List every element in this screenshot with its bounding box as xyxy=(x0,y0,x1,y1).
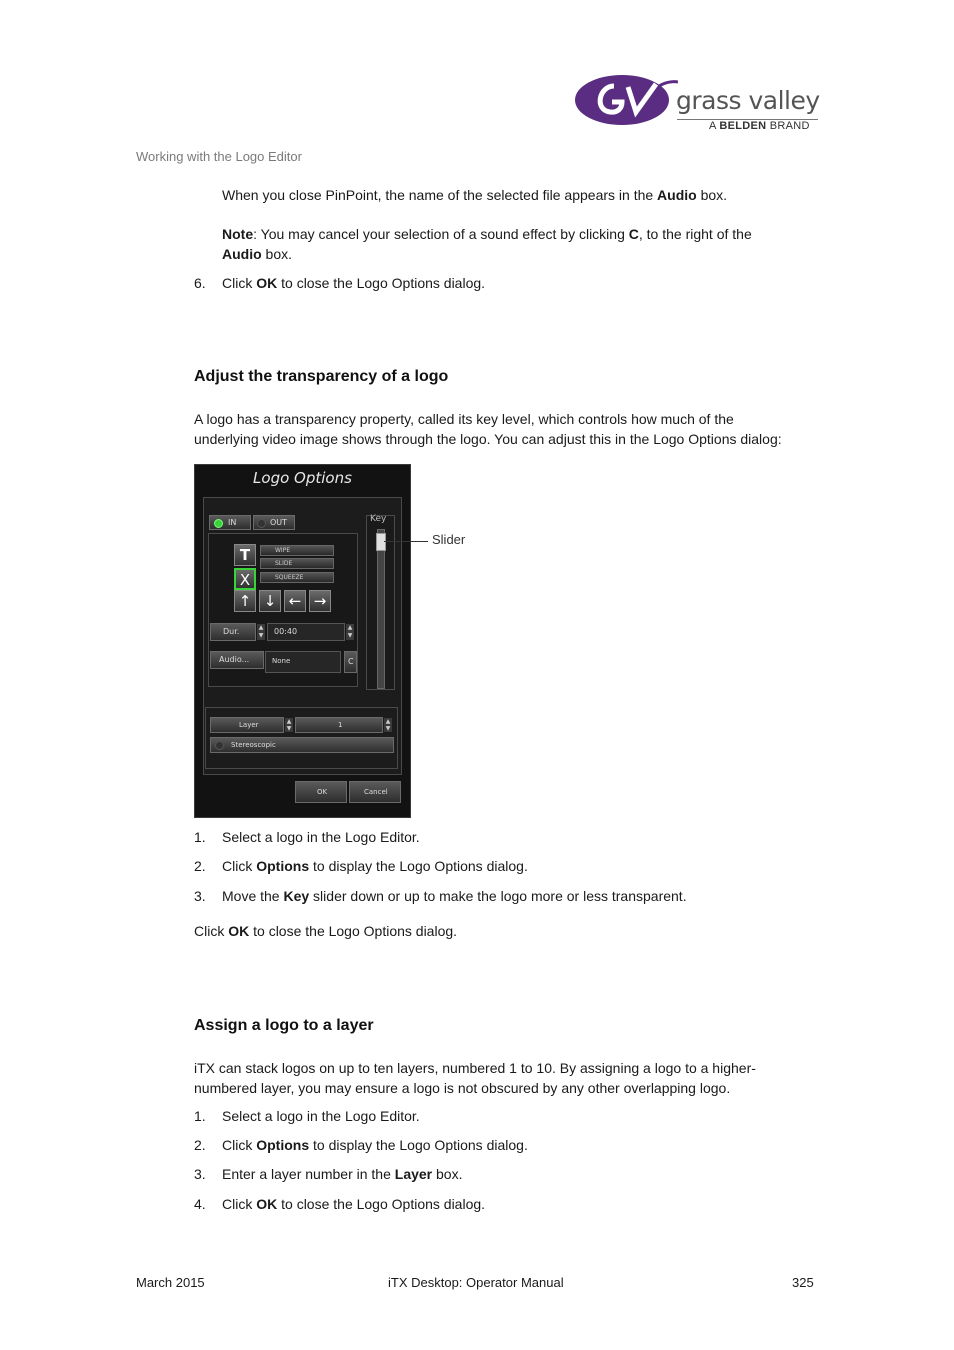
duration-input[interactable]: 00:40 xyxy=(267,623,345,641)
key-label: Key xyxy=(370,514,387,524)
key-slider-track[interactable] xyxy=(377,529,385,689)
out-button[interactable]: OUT xyxy=(253,515,295,530)
arrow-down-icon[interactable]: ↓ xyxy=(259,590,281,612)
ok-button[interactable]: OK xyxy=(295,781,347,803)
duration-spinner-icon[interactable]: ▲ ▼ xyxy=(258,624,264,639)
section-heading: Assign a logo to a layer xyxy=(194,1017,374,1034)
slider-callout-label: Slider xyxy=(432,532,466,547)
out-indicator-icon xyxy=(257,519,266,528)
duration-label: Dur. xyxy=(210,623,256,641)
note-paragraph: Note: You may cancel your selection of a sound effect by clicking C, to the right of the Audio box. xyxy=(222,226,752,262)
section-heading: Adjust the transparency of a logo xyxy=(194,368,449,385)
cancel-button[interactable]: Cancel xyxy=(349,781,401,803)
slider-callout-line xyxy=(384,541,428,542)
step-text: Select a logo in the Logo Editor. xyxy=(222,1108,420,1124)
dialog-title: Logo Options xyxy=(253,469,352,487)
audio-clear-button[interactable]: C xyxy=(344,651,357,673)
step-text: Move the Key slider down or up to make the logo more or less transparent. xyxy=(222,888,687,904)
step-text: Click Options to display the Logo Options dialog. xyxy=(222,1137,528,1153)
layer-spinner-icon[interactable]: ▲ ▼ xyxy=(286,718,292,732)
closing-paragraph: Click OK to close the Logo Options dialog. xyxy=(194,923,458,939)
page-number: 325 xyxy=(792,1275,814,1290)
step-number: 1. xyxy=(194,1108,206,1124)
in-button[interactable]: IN xyxy=(209,515,251,530)
logo-brand-line: A BELDEN BRAND xyxy=(709,120,810,132)
section-paragraph: A logo has a transparency property, called its key level, which controls how much of the underlying video image shows through the logo. You can adjust this in the Logo Options dialog: xyxy=(194,411,782,447)
duration-spinner-right-icon[interactable]: ▲ ▼ xyxy=(347,624,353,639)
step-number: 3. xyxy=(194,888,206,904)
step-text: Click OK to close the Logo Options dialog. xyxy=(222,275,486,291)
step-number: 2. xyxy=(194,858,206,874)
company-logo xyxy=(574,72,824,136)
arrow-up-icon[interactable]: ↑ xyxy=(234,590,256,612)
in-indicator-icon xyxy=(214,519,223,528)
step-number: 2. xyxy=(194,1137,206,1153)
arrow-left-icon[interactable]: ← xyxy=(284,590,306,612)
slide-option[interactable]: SLIDE xyxy=(260,558,334,569)
audio-input[interactable]: None xyxy=(265,651,341,673)
key-slider-handle[interactable] xyxy=(376,533,386,551)
step-number: 4. xyxy=(194,1196,206,1212)
arrow-right-icon[interactable]: → xyxy=(309,590,331,612)
logo-wordmark: grass valley xyxy=(676,86,820,115)
layer-input[interactable]: 1 xyxy=(295,717,383,733)
gv-logo-icon xyxy=(574,72,678,128)
audio-button[interactable]: Audio... xyxy=(210,651,264,669)
step-text: Click OK to close the Logo Options dialog. xyxy=(222,1196,486,1212)
logo-options-dialog xyxy=(194,464,411,818)
step-number: 3. xyxy=(194,1166,206,1182)
step-number: 1. xyxy=(194,829,206,845)
step-number: 6. xyxy=(194,275,206,291)
squeeze-option[interactable]: SQUEEZE xyxy=(260,572,334,583)
stereoscopic-indicator-icon xyxy=(215,741,224,750)
section-paragraph: iTX can stack logos on up to ten layers, numbered 1 to 10. By assigning a logo to a higher- numbered layer, you may ensure a logo is not obscured by any other overlapping logo. xyxy=(194,1060,756,1096)
wipe-option[interactable]: WIPE xyxy=(260,545,334,556)
layer-label: Layer xyxy=(210,717,284,733)
step-text: Select a logo in the Logo Editor. xyxy=(222,829,420,845)
step-text: Enter a layer number in the Layer box. xyxy=(222,1166,463,1182)
footer-title: iTX Desktop: Operator Manual xyxy=(388,1275,564,1290)
layer-spinner-right-icon[interactable]: ▲ ▼ xyxy=(385,718,391,732)
intro-paragraph: When you close PinPoint, the name of the selected file appears in the Audio box. xyxy=(222,187,728,203)
running-header: Working with the Logo Editor xyxy=(136,149,302,164)
footer-date: March 2015 xyxy=(136,1275,205,1290)
stereoscopic-toggle[interactable]: Stereoscopic xyxy=(210,737,394,753)
text-type-icon[interactable]: T xyxy=(234,544,256,566)
step-text: Click Options to display the Logo Options dialog. xyxy=(222,858,528,874)
clear-type-icon[interactable]: X xyxy=(234,568,256,590)
